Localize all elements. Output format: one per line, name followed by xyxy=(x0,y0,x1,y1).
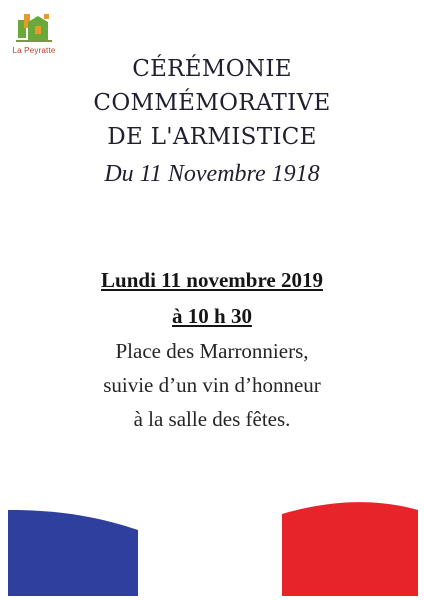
flag-red-band xyxy=(282,502,418,596)
heading-line-ceremonie: CÉRÉMONIE xyxy=(132,56,292,82)
flag-white-band xyxy=(138,514,282,596)
french-flag-banner xyxy=(0,490,424,600)
event-place: Place des Marronniers, xyxy=(115,339,309,363)
village-emblem-icon xyxy=(8,8,60,48)
event-date: Lundi 11 novembre 2019 xyxy=(101,268,323,292)
event-venue: à la salle des fêtes. xyxy=(133,407,291,431)
event-time: à 10 h 30 xyxy=(172,304,252,328)
heading-armistice-date: Du 11 Novembre 1918 xyxy=(104,161,320,187)
flag-blue-band xyxy=(8,510,138,596)
logo-name: La Peyratte xyxy=(12,46,56,55)
event-details xyxy=(0,262,424,436)
ceremony-heading xyxy=(0,52,424,194)
heading-line-commemorative: COMMÉMORATIVE xyxy=(93,90,331,116)
heading-line-armistice: DE L'ARMISTICE xyxy=(107,124,317,150)
event-reception: suivie d’un vin d’honneur xyxy=(103,373,321,397)
